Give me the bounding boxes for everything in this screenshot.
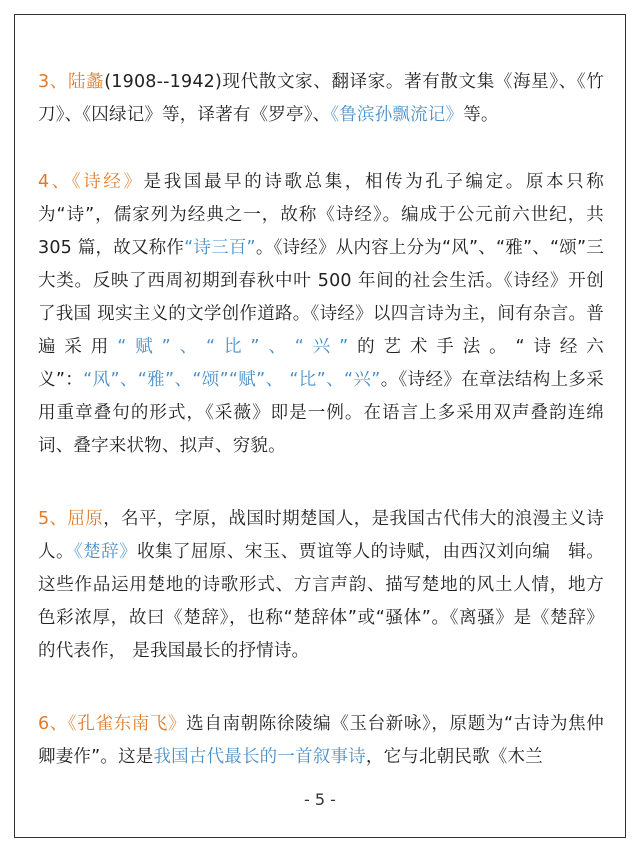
highlight-text: 《鲁滨孙飘流记》 — [330, 105, 464, 125]
highlight-text: 我国古代最长的一首叙事诗 — [153, 747, 366, 767]
item-term: 《孔雀东南飞》 — [67, 714, 187, 734]
highlight-text: “诗三百” — [184, 238, 256, 258]
document-body — [38, 66, 604, 808]
body-text: 的艺术手法。“诗经六义”： — [38, 337, 604, 390]
body-text: 选自南朝陈徐陵编《玉台新咏》，原题为“古诗为焦仲卿妻作”。这是 — [38, 714, 604, 767]
highlight-text: 《楚辞》 — [73, 542, 138, 562]
body-text: 等。 — [463, 105, 499, 125]
item-number: 6、 — [38, 714, 68, 734]
highlight-text: “风”、“雅”、“颂”“赋”、 “比”、“兴” — [83, 370, 381, 390]
body-text: 收集了屈原、宋玉、贾谊等人的诗赋，由西汉刘向编 辑。这些作品运用楚地的诗歌形式、方言声韵、描写楚地的风土人情，地方色彩浓厚，故曰《楚辞》，也称“楚辞体”或“骚体”。《离骚》是《楚辞》的代表作， 是我国最长的抒情诗。 — [38, 542, 604, 661]
item-term: 屈原 — [67, 509, 104, 529]
paragraph-5 — [38, 503, 604, 668]
body-text: ，它与北朝民歌《木兰 — [365, 747, 543, 767]
page-number: - 5 - — [304, 790, 336, 809]
body-text: ，名平，字原，战国时期楚国人，是我国古代伟大的浪漫主义诗人。 — [38, 509, 604, 562]
highlight-text: “赋”、“比”、“兴” — [117, 337, 349, 357]
item-number: 3、 — [38, 72, 68, 92]
body-text: 是我国最早的诗歌总集，相传为孔子编定。原本只称为“诗”，儒家列为经典之一，故称《诗经》。编成于公元前六世纪，共 305 篇，故又称作 — [38, 172, 604, 258]
item-term: 《诗经》 — [71, 172, 144, 192]
body-text: (1908--1942)现代散文家、翻译家。著有散文集《海星》、《竹刀》、《囚绿记》等，译著有《罗亭》、 — [38, 72, 604, 125]
paragraph-4 — [38, 166, 604, 463]
paragraph-6 — [38, 708, 604, 774]
item-term: 陆蠡 — [67, 72, 105, 92]
body-text: 。《诗经》从内容上分为“风”、“雅”、“颂”三大类。反映了西周初期到春秋中叶 500 年间的社会生活。《诗经》开创了我国 现实主义的文学创作道路。《诗经》以四言诗为主，间有杂言。普遍采用 — [38, 238, 605, 357]
paragraph-3 — [38, 66, 604, 132]
item-number: 4、 — [38, 172, 72, 192]
body-text: 。《诗经》在章法结构上多采用重章叠句的形式，《采薇》即是一例。在语言上多采用双声叠韵连绵词、叠字来状物、拟声、穷貌。 — [38, 370, 604, 456]
item-number: 5、 — [38, 509, 68, 529]
